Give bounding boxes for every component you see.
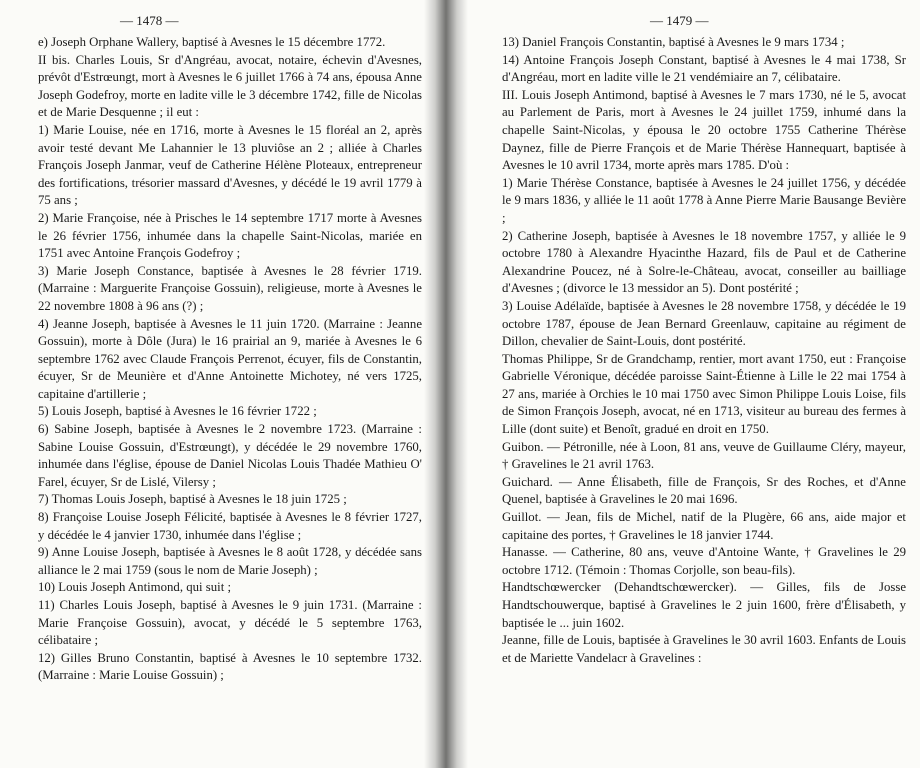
paragraph: 7) Thomas Louis Joseph, baptisé à Avesnes le 18 juin 1725 ;	[38, 492, 347, 507]
paragraph: 12) Gilles Bruno Constantin, baptisé à Avesnes le 10 septembre 1732. (Marraine : Marie Louise Gossuin) ;	[38, 650, 422, 683]
page-number: — 1479 —	[650, 13, 709, 28]
paragraph: 1) Marie Thérèse Constance, baptisée à Avesnes le 24 juillet 1756, y décédée le 9 mars 1836, y alliée le 11 août 1778 à Anne Pierre Marie Bausange Bevière ;	[502, 175, 906, 225]
paragraph: 1) Marie Louise, née en 1716, morte à Avesnes le 15 floréal an 2, après avoir testé devant Me Lahannier le 13 pluviôse an 2 ; alliée à Charles François Joseph Janmar, veuf de Catherine Hélène Ploteaux, entrepreneur des fortifications, trésorier massard d'Avesnes, y décédé le 19 avril 1779 à 75 ans ;	[38, 122, 422, 208]
paragraph: II bis. Charles Louis, Sr d'Angréau, avocat, notaire, échevin d'Avesnes, prévôt d'Estrœungt, mort à Avesnes le 6 juillet 1766 à 74 ans, épousa Anne Joseph Godefroy, morte en ladite ville le 3 décembre 1742, fille de Nicolas et de Marie Desquenne ; il eut :	[38, 52, 422, 120]
paragraph: 13) Daniel François Constantin, baptisé à Avesnes le 9 mars 1734 ;	[502, 35, 845, 49]
paragraph: 8) Françoise Louise Joseph Félicité, baptisée à Avesnes le 8 février 1727, y décédée le 4 janvier 1730, inhumée dans l'église ;	[38, 510, 422, 542]
paragraph: e) Joseph Orphane Wallery, baptisé à Avesnes le 15 décembre 1772.	[38, 35, 386, 49]
paragraph: 4) Jeanne Joseph, baptisée à Avesnes le 11 juin 1720. (Marraine : Jeanne Gossuin), morte à Dôle (Jura) le 16 prairial an 9, mariée à Avesnes le 6 septembre 1762 avec Claude François Perrenot, écuyer, fils de Constantin, écuyer, Sr de Meunière et d'Anne Antoinette Michotey, né vers 1725, capitaine d'artillerie ;	[38, 316, 422, 401]
paragraph: 2) Marie Françoise, née à Prisches le 14 septembre 1717 morte à Avesnes le 26 février 1756, inhumée dans la chapelle Saint-Nicolas, mariée en 1751 avec Antoine François Godefroy ;	[38, 210, 422, 261]
paragraph: 3) Louise Adélaïde, baptisée à Avesnes le 28 novembre 1758, y décédée le 19 octobre 1787, épouse de Jean Bernard Greenlauw, capitaine au régiment de Dillon, chevalier de Saint-Louis, dont postérité.	[502, 298, 906, 349]
left-page	[0, 0, 438, 768]
page-text	[0, 34, 438, 685]
paragraph: 2) Catherine Joseph, baptisée à Avesnes le 18 novembre 1757, y alliée le 9 octobre 1780 à Alexandre Hyacinthe Hazard, fils de Paul et de Catherine Alexandrine Poucez, né à Solre-le-Château, avocat, conseiller au bailliage d'Avesnes ; (divorce le 13 messidor an 5). Dont postérité ;	[502, 228, 906, 296]
paragraph: III. Louis Joseph Antimond, baptisé à Avesnes le 7 mars 1730, né le 5, avocat au Parlement de Paris, mort à Avesnes le 24 juillet 1759, inhumé dans la chapelle Saint-Nicolas, y épousa le 20 octobre 1755 Catherine Thérèse Daynez, fille de Pierre François et de Marie Thérèse Hannequart, baptisée à Avesnes le 10 avril 1734, morte après mars 1785. D'où :	[502, 87, 906, 173]
paragraph: 3) Marie Joseph Constance, baptisée à Avesnes le 28 février 1719. (Marraine : Marguerite Françoise Gossuin), religieuse, morte à Avesnes le 22 novembre 1808 à 96 ans (?) ;	[38, 263, 422, 313]
paragraph: Guillot. — Jean, fils de Michel, natif de la Plugère, 66 ans, aide major et capitaine des portes, † Gravelines le 18 janvier 1744.	[502, 510, 906, 542]
paragraph: Guibon. — Pétronille, née à Loon, 81 ans, veuve de Guillaume Cléry, mayeur, † Gravelines le 21 avril 1763.	[502, 439, 906, 472]
paragraph: Guichard. — Anne Élisabeth, fille de François, Sr des Roches, et d'Anne Quenel, baptisée à Gravelines le 20 mai 1696.	[502, 474, 906, 507]
paragraph: 11) Charles Louis Joseph, baptisé à Avesnes le 9 juin 1731. (Marraine : Marie Françoise Gossuin), avocat, y décédé le 5 septembre 1763, célibataire ;	[38, 598, 422, 648]
paragraph: 5) Louis Joseph, baptisé à Avesnes le 16 février 1722 ;	[38, 404, 317, 419]
paragraph: Handtschœwercker (Dehandtschœwercker). — Gilles, fils de Josse Handtschouwerque, baptisé à Gravelines le 2 juin 1600, frère d'Élisabeth, y baptisée le ... juin 1602.	[502, 580, 906, 630]
page-text	[452, 34, 920, 667]
right-page	[452, 0, 920, 768]
paragraph: Jeanne, fille de Louis, baptisée à Gravelines le 30 avril 1603. Enfants de Louis et de Mariette Vandelacr à Gravelines :	[502, 633, 906, 665]
paragraph: 10) Louis Joseph Antimond, qui suit ;	[38, 580, 232, 595]
paragraph: Hanasse. — Catherine, 80 ans, veuve d'Antoine Wante, † Gravelines le 29 octobre 1712. (Témoin : Thomas Corjolle, son beau-fils).	[502, 545, 906, 577]
paragraph: 9) Anne Louise Joseph, baptisée à Avesnes le 8 août 1728, y décédée sans alliance le 2 mai 1759 (sous le nom de Marie Joseph) ;	[38, 545, 422, 577]
paragraph: 14) Antoine François Joseph Constant, baptisé à Avesnes le 4 mai 1738, Sr d'Angréau, mort en ladite ville le 21 vendémiaire an 7, célibataire.	[502, 52, 906, 85]
paragraph: 6) Sabine Joseph, baptisée à Avesnes le 2 novembre 1723. (Marraine : Sabine Louise Gossuin, d'Estrœungt), y décédée le 29 novembre 1760, inhumée dans l'église, épouse de Daniel Nicolas Louis Thadée Mathieu O' Farel, écuyer, Sr de Lislé, Vilersy ;	[38, 422, 422, 489]
paragraph: Thomas Philippe, Sr de Grandchamp, rentier, mort avant 1750, eut : Françoise Gabrielle Véronique, décédée paroisse Saint-Étienne à Lille le 22 mai 1754 à 27 ans, mariée à Orchies le 10 mai 1750 avec Simon Philippe Louis Loise, fils de Simon François Joseph, avocat, né en 1713, visiteur au bureau des fermes à Lille (dont suite) et Benoît, gradué en droit en 1750.	[502, 351, 906, 437]
page-number: — 1478 —	[120, 13, 179, 28]
